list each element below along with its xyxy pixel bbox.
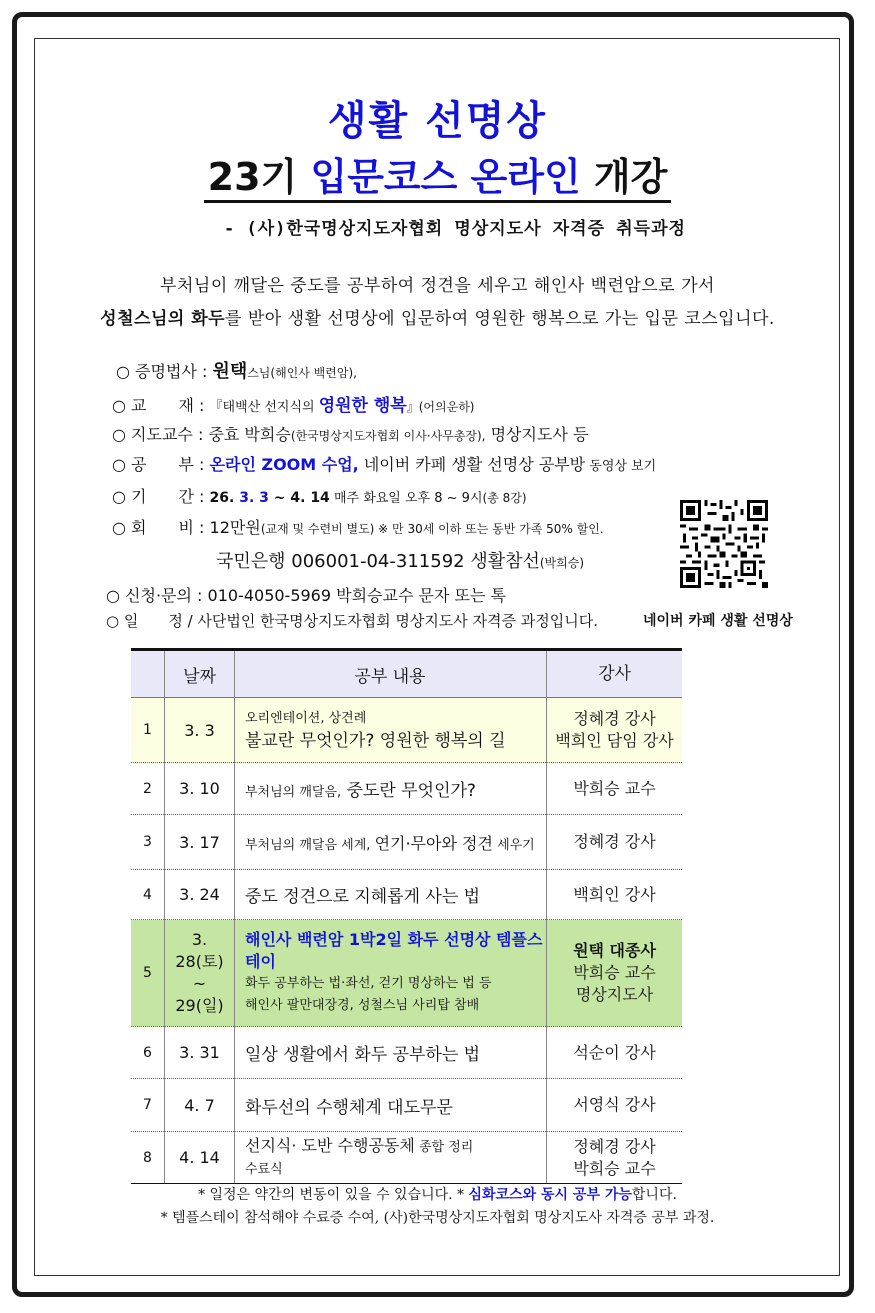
row-num: 4 bbox=[131, 870, 165, 920]
row-date: 3. 17 bbox=[165, 815, 235, 870]
content-sub: 해인사 팔만대장경, 성철스님 사리탑 참배 bbox=[245, 998, 480, 1013]
schedule-table bbox=[131, 648, 682, 1184]
bank-holder: (박희승) bbox=[539, 556, 585, 570]
info-label: ○ 지도교수 : bbox=[112, 425, 209, 444]
info-label: ○ 기 간 : bbox=[112, 487, 210, 506]
row-date: 3. 3 bbox=[165, 698, 235, 763]
cafe-label: 네이버 카페 생활 선명상 bbox=[643, 613, 793, 629]
info-fee bbox=[112, 515, 604, 538]
date-sep: ~ bbox=[192, 974, 207, 993]
title-course: 입문코스 온라인 bbox=[310, 155, 581, 199]
teacher-name: 정혜경 강사 bbox=[573, 1136, 656, 1156]
prof-post: 명상지도사 등 bbox=[485, 425, 589, 444]
page-title: 생활 선명상 bbox=[327, 98, 548, 144]
date-end: 29(일) bbox=[175, 996, 224, 1015]
row-date: 3. 31 bbox=[165, 1027, 235, 1079]
teacher-name: 박희승 교수 bbox=[573, 1158, 656, 1178]
teacher-name: 박희승 교수 bbox=[573, 963, 656, 982]
table-row bbox=[131, 870, 682, 920]
study-cafe: 네이버 카페 생활 선명상 공부방 bbox=[358, 455, 586, 474]
table-header bbox=[131, 650, 682, 698]
course-tagline: - (사)한국명상지도자협회 명상지도사 자격증 취득과정 bbox=[224, 219, 686, 239]
date-start: 3. 28(토) bbox=[175, 930, 224, 971]
row-date bbox=[165, 920, 235, 1027]
row-teacher bbox=[547, 1132, 683, 1184]
table-row bbox=[131, 1027, 682, 1079]
content-main: 중도 정견으로 지혜롭게 사는 법 bbox=[245, 887, 481, 907]
table-row bbox=[131, 763, 682, 815]
page-subtitle bbox=[0, 152, 875, 203]
period-count: (총 8강) bbox=[482, 491, 527, 505]
intro-line-1: 부처님이 깨달은 중도를 공부하여 정견을 세우고 해인사 백련암으로 가서 bbox=[160, 276, 715, 296]
row-date: 3. 10 bbox=[165, 763, 235, 815]
content-main: 일상 생활에서 화두 공부하는 법 bbox=[245, 1045, 481, 1065]
textbook-post: 』(어의운하) bbox=[406, 400, 475, 414]
info-label: ○ 교 재 : bbox=[112, 396, 210, 415]
content-main: 선지식· 도반 수행공동체 bbox=[245, 1135, 415, 1155]
textbook-title: 영원한 행복 bbox=[318, 396, 407, 416]
teacher-name: 원택 대종사 bbox=[573, 941, 656, 960]
teacher-name: 서영식 강사 bbox=[547, 1079, 683, 1132]
content-sub: 화두 공부하는 법·좌선, 걷기 명상하는 법 등 bbox=[245, 976, 492, 991]
period-time: 매주 화요일 오후 8 ~ 9시 bbox=[329, 491, 483, 506]
header-date: 날짜 bbox=[165, 650, 235, 698]
header-num bbox=[131, 650, 165, 698]
row-content bbox=[235, 698, 547, 763]
content-sub: 종합 정리 bbox=[414, 1139, 474, 1155]
row-date: 3. 24 bbox=[165, 870, 235, 920]
info-label: ○ 공 부 : bbox=[112, 455, 210, 474]
teacher-name: 정혜경 강사 bbox=[547, 815, 683, 870]
content-main: 연기·무아와 정견 bbox=[374, 833, 493, 853]
info-professor bbox=[112, 422, 588, 445]
row-content bbox=[235, 763, 547, 815]
content-main: 해인사 백련암 1박2일 화두 선명상 템플스테이 bbox=[245, 930, 543, 971]
period-start: 3. 3 bbox=[239, 490, 269, 506]
table-row-templestay bbox=[131, 920, 682, 1027]
row-content bbox=[235, 815, 547, 870]
content-main: 불교란 무엇인가? 영원한 행복의 길 bbox=[245, 731, 506, 751]
row-date: 4. 14 bbox=[165, 1132, 235, 1184]
row-num: 5 bbox=[131, 920, 165, 1027]
info-period bbox=[112, 484, 527, 507]
row-num: 6 bbox=[131, 1027, 165, 1079]
title-cohort: 23기 bbox=[207, 155, 311, 199]
row-num: 2 bbox=[131, 763, 165, 815]
prof-title: (한국명상지도자협회 이사·사무총장), bbox=[290, 429, 486, 443]
teacher-name: 박희승 교수 bbox=[547, 763, 683, 815]
row-content bbox=[235, 1027, 547, 1079]
table-row bbox=[131, 815, 682, 870]
content-sub: 세우기 bbox=[492, 837, 535, 853]
info-apply: ○ 신청·문의 : 010-4050-5969 박희승교수 문자 또는 톡 bbox=[106, 586, 506, 605]
teacher-name: 백희인 강사 bbox=[547, 870, 683, 920]
qr-code-icon[interactable] bbox=[680, 500, 768, 588]
title-open: 개강 bbox=[580, 155, 668, 199]
row-date: 4. 7 bbox=[165, 1079, 235, 1132]
header-content: 공부 내용 bbox=[235, 650, 547, 698]
intro-line-2 bbox=[0, 304, 875, 329]
table-row bbox=[131, 1079, 682, 1132]
bank-account bbox=[216, 547, 584, 573]
fee-amount: 12만원 bbox=[209, 518, 261, 537]
row-content bbox=[235, 1079, 547, 1132]
study-online: 온라인 ZOOM 수업, bbox=[209, 455, 359, 474]
content-sub: 부처님의 깨달음 세계, bbox=[245, 837, 375, 853]
footer-text: * 일정은 약간의 변동이 있을 수 있습니다. * bbox=[198, 1187, 469, 1203]
row-content bbox=[235, 1132, 547, 1184]
teacher-name: 석순이 강사 bbox=[547, 1027, 683, 1079]
teacher-name: 정혜경 강사 bbox=[573, 709, 656, 728]
row-num: 3 bbox=[131, 815, 165, 870]
intro-bold: 성철스님의 화두 bbox=[100, 309, 226, 329]
footer-note-1 bbox=[0, 1184, 875, 1204]
row-content bbox=[235, 870, 547, 920]
content-main: 중도란 무엇인가? bbox=[341, 781, 476, 801]
row-num: 1 bbox=[131, 698, 165, 763]
row-teacher bbox=[547, 698, 683, 763]
info-label: ○ 회 비 : bbox=[112, 518, 210, 537]
content-sub: 오리엔테이션, 상견례 bbox=[245, 711, 367, 726]
witness-rest: 스님(해인사 백련암), bbox=[247, 366, 357, 380]
prof-name: 중효 박희승 bbox=[208, 425, 291, 444]
info-witness bbox=[116, 357, 357, 383]
header-teacher: 강사 bbox=[547, 650, 683, 698]
teacher-name: 명상지도사 bbox=[575, 985, 654, 1004]
intro-rest: 를 받아 생활 선명상에 입문하여 영원한 행복으로 가는 입문 코스입니다. bbox=[225, 309, 775, 329]
row-num: 8 bbox=[131, 1132, 165, 1184]
info-textbook bbox=[112, 391, 474, 416]
fee-extra: (교재 및 수련비 별도) bbox=[260, 522, 375, 536]
study-video: 동영상 보기 bbox=[585, 459, 657, 474]
footer-highlight: 심화코스와 동시 공부 가능 bbox=[468, 1187, 632, 1203]
table-row bbox=[131, 1132, 682, 1184]
info-study bbox=[112, 452, 656, 475]
table-row bbox=[131, 698, 682, 763]
footer-note-2: * 템플스테이 참석해야 수료증 수여, (사)한국명상지도자협회 명상지도사 자격증 공부 과정. bbox=[160, 1210, 715, 1226]
teacher-name: 백희인 담임 강사 bbox=[555, 731, 674, 750]
bank-number: 국민은행 006001-04-311592 생활참선 bbox=[216, 551, 540, 572]
period-year: 26. bbox=[209, 490, 240, 506]
fee-discount: ※ 만 30세 이하 또는 동반 가족 50% 할인. bbox=[374, 522, 604, 536]
period-end: ~ 4. 14 bbox=[268, 490, 330, 506]
info-label: ○ 증명법사 : bbox=[116, 362, 213, 381]
witness-name: 원택 bbox=[212, 361, 248, 382]
content-main: 화두선의 수행체계 대도무문 bbox=[245, 1097, 453, 1118]
textbook-pre: 『태백산 선지식의 bbox=[209, 400, 319, 415]
info-schedule-note: ○ 일 정 / 사단법인 한국명상지도자협회 명상지도사 자격증 과정입니다. bbox=[106, 612, 599, 630]
content-sub: 수료식 bbox=[245, 1161, 283, 1177]
content-sub: 부처님의 깨달음, bbox=[245, 785, 342, 800]
row-content bbox=[235, 920, 547, 1027]
row-num: 7 bbox=[131, 1079, 165, 1132]
row-teacher bbox=[547, 920, 683, 1027]
footer-text: 합니다. bbox=[631, 1187, 677, 1203]
